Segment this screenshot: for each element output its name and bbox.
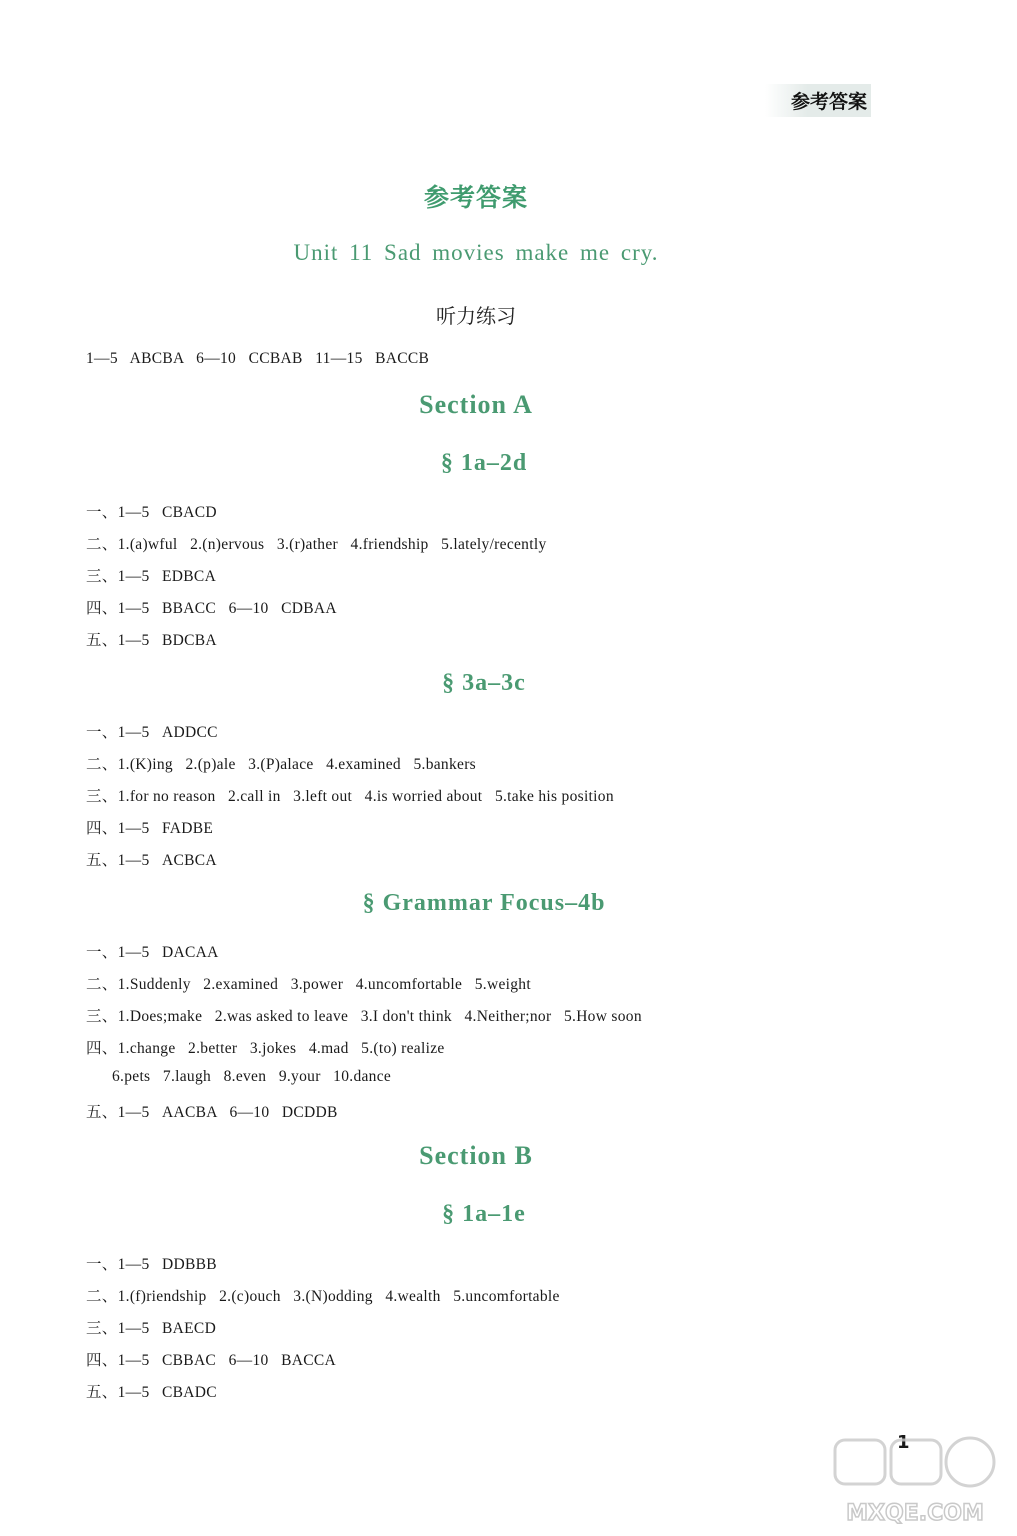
header-tag: 参考答案 <box>765 84 871 117</box>
answer-line: 二、1.(a)wful 2.(n)ervous 3.(r)ather 4.friendship 5.lately/recently <box>86 536 547 553</box>
answer-line: 三、1.Does;make 2.was asked to leave 3.I don't think 4.Neither;nor 5.How soon <box>86 1008 642 1025</box>
answer-line: 五、1—5 BDCBA <box>86 632 217 649</box>
section-a-heading: Section A <box>419 390 533 419</box>
answer-line: 二、1.(f)riendship 2.(c)ouch 3.(N)odding 4.wealth 5.uncomfortable <box>86 1288 560 1305</box>
answer-line: 五、1—5 ACBCA <box>86 852 217 869</box>
listening-title: 听力练习 <box>436 304 516 328</box>
page-number: 1 <box>897 1432 910 1453</box>
answer-line: 三、1—5 EDBCA <box>86 568 217 585</box>
answer-line: 四、1.change 2.better 3.jokes 4.mad 5.(to) realize <box>86 1040 445 1057</box>
subsection-3a-3c-heading: § 3a–3c <box>442 670 526 696</box>
watermark-text: MXQE.COM <box>846 1501 984 1526</box>
answer-line: 6.pets 7.laugh 8.even 9.your 10.dance <box>112 1068 392 1085</box>
listening-answers: 1—5 ABCBA 6—10 CCBAB 11—15 BACCB <box>86 350 430 367</box>
answer-line: 二、1.(K)ing 2.(p)ale 3.(P)alace 4.examined 5.bankers <box>86 756 477 773</box>
subsection-grammar-heading: § Grammar Focus–4b <box>362 890 606 916</box>
section-b-heading: Section B <box>419 1141 533 1170</box>
subsection-1a-2d-heading: § 1a–2d <box>440 450 528 476</box>
watermark-logo <box>825 1432 1005 1532</box>
answer-line: 三、1.for no reason 2.call in 3.left out 4.is worried about 5.take his position <box>86 788 614 805</box>
answer-line: 一、1—5 DACAA <box>86 944 219 961</box>
unit-title: Unit 11 Sad movies make me cry. <box>293 240 659 265</box>
subsection-1a-1e-heading: § 1a–1e <box>442 1201 526 1227</box>
answer-line: 一、1—5 DDBBB <box>86 1256 217 1273</box>
answer-line: 五、1—5 AACBA 6—10 DCDDB <box>86 1104 338 1121</box>
answer-line: 四、1—5 CBBAC 6—10 BACCA <box>86 1352 336 1369</box>
answer-line: 四、1—5 BBACC 6—10 CDBAA <box>86 600 337 617</box>
answer-line: 一、1—5 CBACD <box>86 504 217 521</box>
answer-line: 五、1—5 CBADC <box>86 1384 217 1401</box>
answer-line: 三、1—5 BAECD <box>86 1320 217 1337</box>
main-title: 参考答案 <box>423 183 528 212</box>
answer-line: 二、1.Suddenly 2.examined 3.power 4.uncomfortable 5.weight <box>86 976 531 993</box>
answer-line: 四、1—5 FADBE <box>86 820 214 837</box>
answer-line: 一、1—5 ADDCC <box>86 724 218 741</box>
